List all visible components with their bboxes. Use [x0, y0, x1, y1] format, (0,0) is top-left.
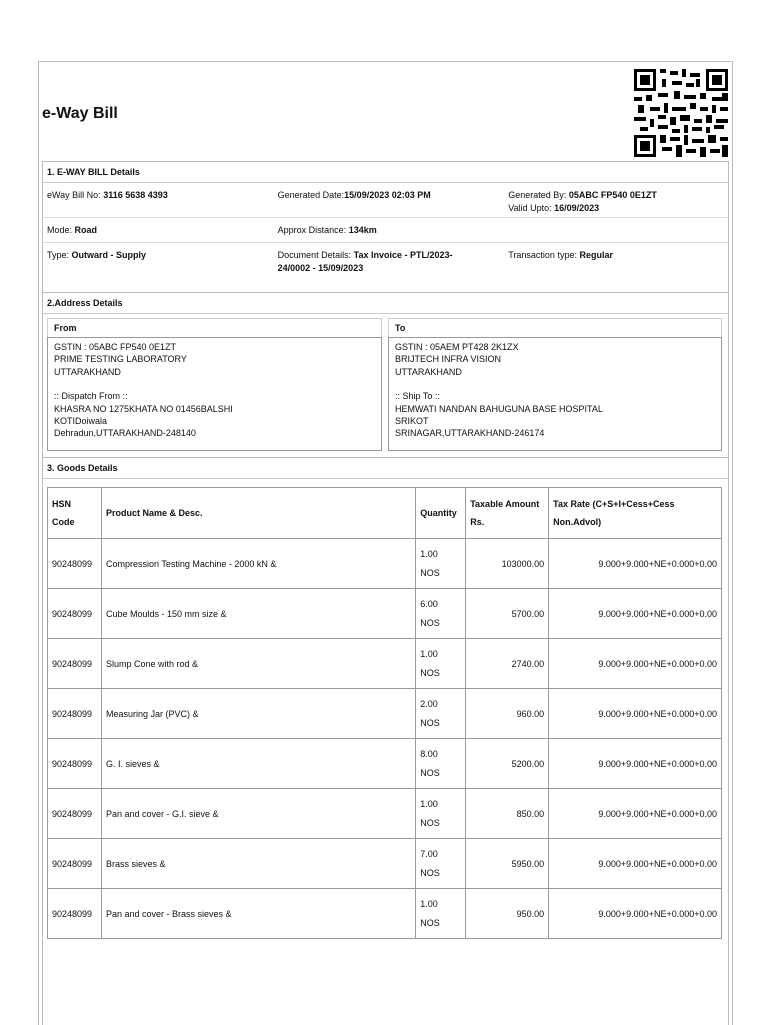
ship-to-label: :: Ship To :: [395, 391, 440, 402]
table-row [48, 539, 722, 589]
dispatch-line2: KOTIDoiwala [54, 416, 108, 427]
taxable-amount: 950.00 [466, 889, 549, 939]
from-label: From [47, 318, 382, 337]
product-name: Cube Moulds - 150 mm size & [101, 589, 415, 639]
ship-line3: SRINAGAR,UTTARAKHAND-246174 [395, 428, 545, 439]
product-name: Compression Testing Machine - 2000 kN & [101, 539, 415, 589]
hsn-code: 90248099 [48, 789, 102, 839]
taxable-amount: 960.00 [466, 689, 549, 739]
taxable-amount: 850.00 [466, 789, 549, 839]
generated-by-cell [504, 183, 728, 217]
to-name: BRIJTECH INFRA VISION [395, 354, 502, 365]
product-name: Pan and cover - G.I. sieve & [101, 789, 415, 839]
quantity-header: Quantity [416, 488, 466, 539]
dispatch-line3: Dehradun,UTTARAKHAND-248140 [54, 428, 196, 439]
ewb-row-1 [43, 183, 728, 218]
goods-table [47, 487, 722, 939]
table-row [48, 639, 722, 689]
type-cell [43, 243, 274, 281]
mode-value: Road [74, 225, 98, 235]
dispatch-from-label: :: Dispatch From :: [54, 391, 128, 402]
generated-date-label: Generated Date: [277, 190, 345, 200]
ewb-row-3 [43, 243, 728, 281]
quantity: 7.00 NOS [416, 839, 466, 889]
to-gstin: GSTIN : 05AEM PT428 2K1ZX [395, 342, 519, 352]
generated-date-value: 15/09/2023 02:03 PM [344, 190, 431, 200]
tax-rate: 9.000+9.000+NE+0.000+0.00 [549, 839, 722, 889]
document-details-label: Document Details: [277, 250, 352, 260]
product-name: Pan and cover - Brass sieves & [101, 889, 415, 939]
page-title: e-Way Bill [42, 105, 118, 122]
table-row [48, 839, 722, 889]
table-row [48, 589, 722, 639]
hsn-code: 90248099 [48, 639, 102, 689]
taxable-amount: 2740.00 [466, 639, 549, 689]
quantity: 1.00 NOS [416, 639, 466, 689]
hsn-code: 90248099 [48, 689, 102, 739]
valid-upto-label: Valid Upto: [508, 203, 552, 213]
from-column [47, 318, 382, 451]
product-name: Brass sieves & [101, 839, 415, 889]
to-address-box [388, 337, 722, 451]
table-row [48, 689, 722, 739]
quantity: 1.00 NOS [416, 889, 466, 939]
transaction-type-value: Regular [579, 250, 613, 260]
quantity: 1.00 NOS [416, 789, 466, 839]
tax-rate: 9.000+9.000+NE+0.000+0.00 [549, 539, 722, 589]
goods-header-row [48, 488, 722, 539]
from-state: UTTARAKHAND [54, 366, 121, 377]
qr-code-icon [634, 69, 728, 157]
document-details-cell [274, 243, 505, 281]
distance-cell [274, 218, 505, 242]
transaction-type-label: Transaction type: [508, 250, 577, 260]
taxable-amount: 5950.00 [466, 839, 549, 889]
tax-rate: 9.000+9.000+NE+0.000+0.00 [549, 739, 722, 789]
distance-value: 134km [348, 225, 377, 235]
hsn-code: 90248099 [48, 839, 102, 889]
ship-line1: HEMWATI NANDAN BAHUGUNA BASE HOSPITAL [395, 403, 603, 414]
taxable-amount-header: Taxable Amount Rs. [466, 488, 549, 539]
quantity: 2.00 NOS [416, 689, 466, 739]
taxable-amount: 5200.00 [466, 739, 549, 789]
product-name: G. I. sieves & [101, 739, 415, 789]
from-address-box [47, 337, 382, 451]
hsn-code: 90248099 [48, 539, 102, 589]
tax-rate: 9.000+9.000+NE+0.000+0.00 [549, 689, 722, 739]
quantity: 6.00 NOS [416, 589, 466, 639]
bill-no-value: 3116 5638 4393 [103, 190, 168, 200]
generated-by-label: Generated By: [508, 190, 567, 200]
hsn-header: HSN Code [48, 488, 102, 539]
document-details-line1: Tax Invoice - PTL/2023- [353, 250, 453, 260]
table-row [48, 739, 722, 789]
to-column [388, 318, 722, 451]
tax-rate: 9.000+9.000+NE+0.000+0.00 [549, 639, 722, 689]
taxable-amount: 5700.00 [466, 589, 549, 639]
to-label: To [388, 318, 722, 337]
generated-date-cell [274, 183, 505, 217]
tax-rate: 9.000+9.000+NE+0.000+0.00 [549, 889, 722, 939]
mode-label: Mode: [47, 225, 73, 235]
bill-no-label: eWay Bill No: [47, 190, 101, 200]
table-row [48, 789, 722, 839]
type-label: Type: [47, 250, 70, 260]
hsn-code: 90248099 [48, 739, 102, 789]
valid-upto-value: 16/09/2023 [554, 203, 600, 213]
product-header: Product Name & Desc. [101, 488, 415, 539]
hsn-code: 90248099 [48, 589, 102, 639]
tax-rate: 9.000+9.000+NE+0.000+0.00 [549, 789, 722, 839]
dispatch-line1: KHASRA NO 1275KHATA NO 01456BALSHI [54, 403, 233, 414]
type-value: Outward - Supply [71, 250, 147, 260]
ewb-details-section [42, 161, 729, 293]
bill-no-cell [43, 183, 274, 217]
mode-cell [43, 218, 274, 242]
ewb-row-2 [43, 218, 728, 243]
address-details-heading: 2.Address Details [43, 293, 728, 314]
goods-details-heading: 3. Goods Details [43, 458, 728, 479]
table-row [48, 889, 722, 939]
tax-rate: 9.000+9.000+NE+0.000+0.00 [549, 589, 722, 639]
taxable-amount: 103000.00 [466, 539, 549, 589]
quantity: 1.00 NOS [416, 539, 466, 589]
product-name: Slump Cone with rod & [101, 639, 415, 689]
ewb-details-heading: 1. E-WAY BILL Details [43, 162, 728, 183]
transaction-type-cell [504, 243, 728, 281]
quantity: 8.00 NOS [416, 739, 466, 789]
generated-by-value: 05ABC FP540 0E1ZT [568, 190, 657, 200]
product-name: Measuring Jar (PVC) & [101, 689, 415, 739]
from-name: PRIME TESTING LABORATORY [54, 354, 187, 365]
tax-rate-header: Tax Rate (C+S+I+Cess+Cess Non.Advol) [549, 488, 722, 539]
from-gstin: GSTIN : 05ABC FP540 0E1ZT [54, 342, 177, 352]
hsn-code: 90248099 [48, 889, 102, 939]
to-state: UTTARAKHAND [395, 366, 462, 377]
distance-label: Approx Distance: [277, 225, 347, 235]
document-details-line2: 24/0002 - 15/09/2023 [277, 263, 364, 273]
ship-line2: SRIKOT [395, 416, 429, 427]
empty-cell [504, 218, 728, 242]
